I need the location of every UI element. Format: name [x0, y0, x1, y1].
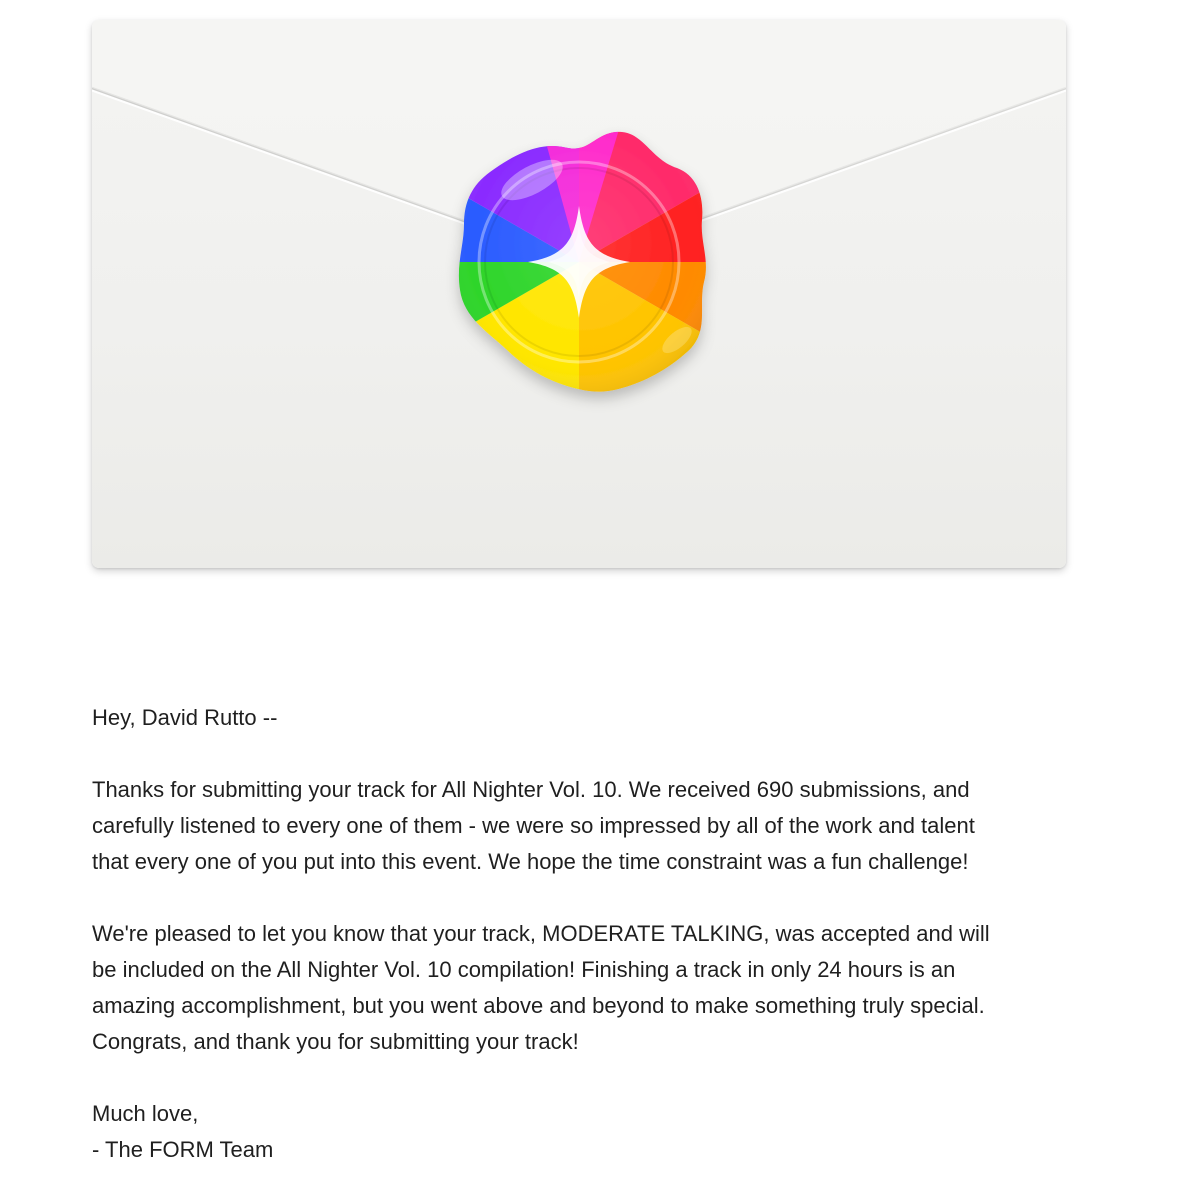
greeting-line: Hey, David Rutto --: [92, 705, 278, 730]
closing: [92, 1096, 1082, 1168]
signature-line: - The FORM Team: [92, 1137, 274, 1162]
acceptance-line-4: Congrats, and thank you for submitting your track!: [92, 1029, 579, 1054]
thanks-paragraph: [92, 772, 1082, 880]
acceptance-line-1: We're pleased to let you know that your track, MODERATE TALKING, was accepted and will: [92, 921, 990, 946]
acceptance-line-3: amazing accomplishment, but you went above and beyond to make something truly special.: [92, 993, 985, 1018]
acceptance-line-2: be included on the All Nighter Vol. 10 compilation! Finishing a track in only 24 hours is an: [92, 957, 956, 982]
thanks-line-2: carefully listened to every one of them - we were so impressed by all of the work and talent: [92, 813, 975, 838]
thanks-line-1: Thanks for submitting your track for All Nighter Vol. 10. We received 690 submissions, and: [92, 777, 970, 802]
envelope-hero-image: [92, 20, 1066, 568]
acceptance-paragraph: [92, 916, 1082, 1060]
email-body: [92, 700, 1082, 1168]
thanks-line-3: that every one of you put into this event. We hope the time constraint was a fun challenge!: [92, 849, 969, 874]
signoff-line: Much love,: [92, 1101, 199, 1126]
envelope-illustration: [92, 20, 1066, 568]
